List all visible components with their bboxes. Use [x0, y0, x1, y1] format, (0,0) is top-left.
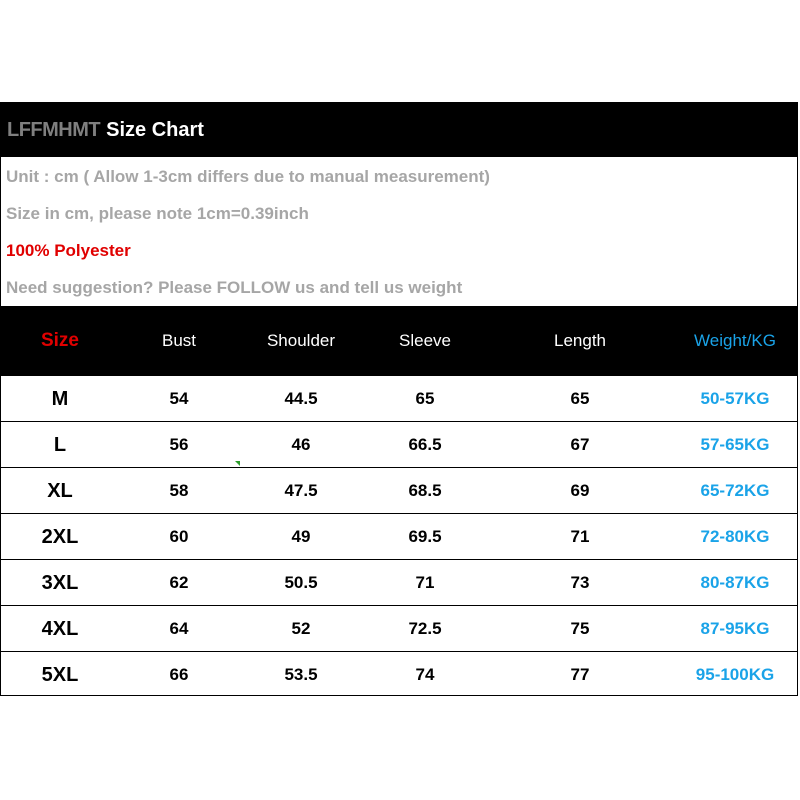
info-block — [1, 157, 797, 306]
cell-weight: 95-100KG — [695, 665, 775, 684]
cell-size: 2XL — [41, 526, 79, 548]
cell-shoulder: 50.5 — [284, 573, 318, 592]
cell-shoulder: 46 — [291, 435, 311, 454]
cell-bust: 66 — [169, 665, 189, 684]
table-header — [1, 306, 797, 376]
cell-shoulder: 47.5 — [284, 481, 318, 500]
cell-weight: 80-87KG — [700, 573, 770, 592]
header-shoulder: Shoulder — [266, 331, 336, 350]
header-sleeve: Sleeve — [399, 331, 451, 350]
cell-bust: 60 — [169, 527, 189, 546]
unit-note: Unit : cm ( Allow 1-3cm differs due to manual measurement) — [6, 167, 490, 186]
header-weight: Weight/KG — [694, 331, 776, 350]
cell-sleeve: 65 — [415, 389, 435, 408]
title-bar — [1, 103, 797, 157]
cell-bust: 58 — [169, 481, 189, 500]
cell-length: 71 — [570, 527, 590, 546]
cell-bust: 64 — [169, 619, 189, 638]
cell-weight: 50-57KG — [700, 389, 770, 408]
cell-shoulder: 49 — [291, 527, 311, 546]
table-row — [1, 560, 797, 606]
cell-size: L — [53, 434, 67, 456]
conversion-note: Size in cm, please note 1cm=0.39inch — [6, 204, 309, 223]
cell-weight: 57-65KG — [700, 435, 770, 454]
table-row — [1, 606, 797, 652]
size-chart — [0, 102, 798, 696]
suggestion-note: Need suggestion? Please FOLLOW us and tell us weight — [6, 278, 463, 297]
material-note: 100% Polyester — [6, 241, 131, 260]
cell-sleeve: 72.5 — [408, 619, 442, 638]
cell-length: 77 — [570, 665, 590, 684]
table-row — [1, 376, 797, 422]
cell-sleeve: 71 — [415, 573, 435, 592]
cell-size: 3XL — [41, 572, 79, 594]
table-row — [1, 652, 797, 698]
cell-bust: 62 — [169, 573, 189, 592]
cell-weight: 72-80KG — [700, 527, 770, 546]
header-length: Length — [554, 331, 606, 350]
cell-weight: 65-72KG — [700, 481, 770, 500]
table-row — [1, 468, 797, 514]
cell-sleeve: 66.5 — [408, 435, 442, 454]
cell-size: 5XL — [41, 664, 79, 686]
cell-weight: 87-95KG — [700, 619, 770, 638]
cell-length: 65 — [570, 389, 590, 408]
cell-sleeve: 74 — [415, 665, 435, 684]
header-size: Size — [40, 330, 80, 351]
cell-shoulder: 53.5 — [284, 665, 318, 684]
cell-length: 69 — [570, 481, 590, 500]
table-row — [1, 422, 797, 468]
chart-title: Size Chart — [106, 118, 204, 141]
cell-size: XL — [47, 480, 73, 502]
cell-bust: 54 — [169, 389, 189, 408]
cell-sleeve: 68.5 — [408, 481, 442, 500]
table-row — [1, 514, 797, 560]
cell-length: 73 — [570, 573, 590, 592]
cell-size: M — [51, 388, 69, 410]
header-bust: Bust — [161, 331, 197, 350]
cell-sleeve: 69.5 — [408, 527, 442, 546]
cell-length: 67 — [570, 435, 590, 454]
cell-length: 75 — [570, 619, 590, 638]
cell-size: 4XL — [41, 618, 79, 640]
green-corner-mark — [235, 461, 240, 466]
cell-bust: 56 — [169, 435, 189, 454]
cell-shoulder: 44.5 — [284, 389, 318, 408]
brand-name: LFFMHMT — [7, 118, 101, 141]
cell-shoulder: 52 — [291, 619, 311, 638]
